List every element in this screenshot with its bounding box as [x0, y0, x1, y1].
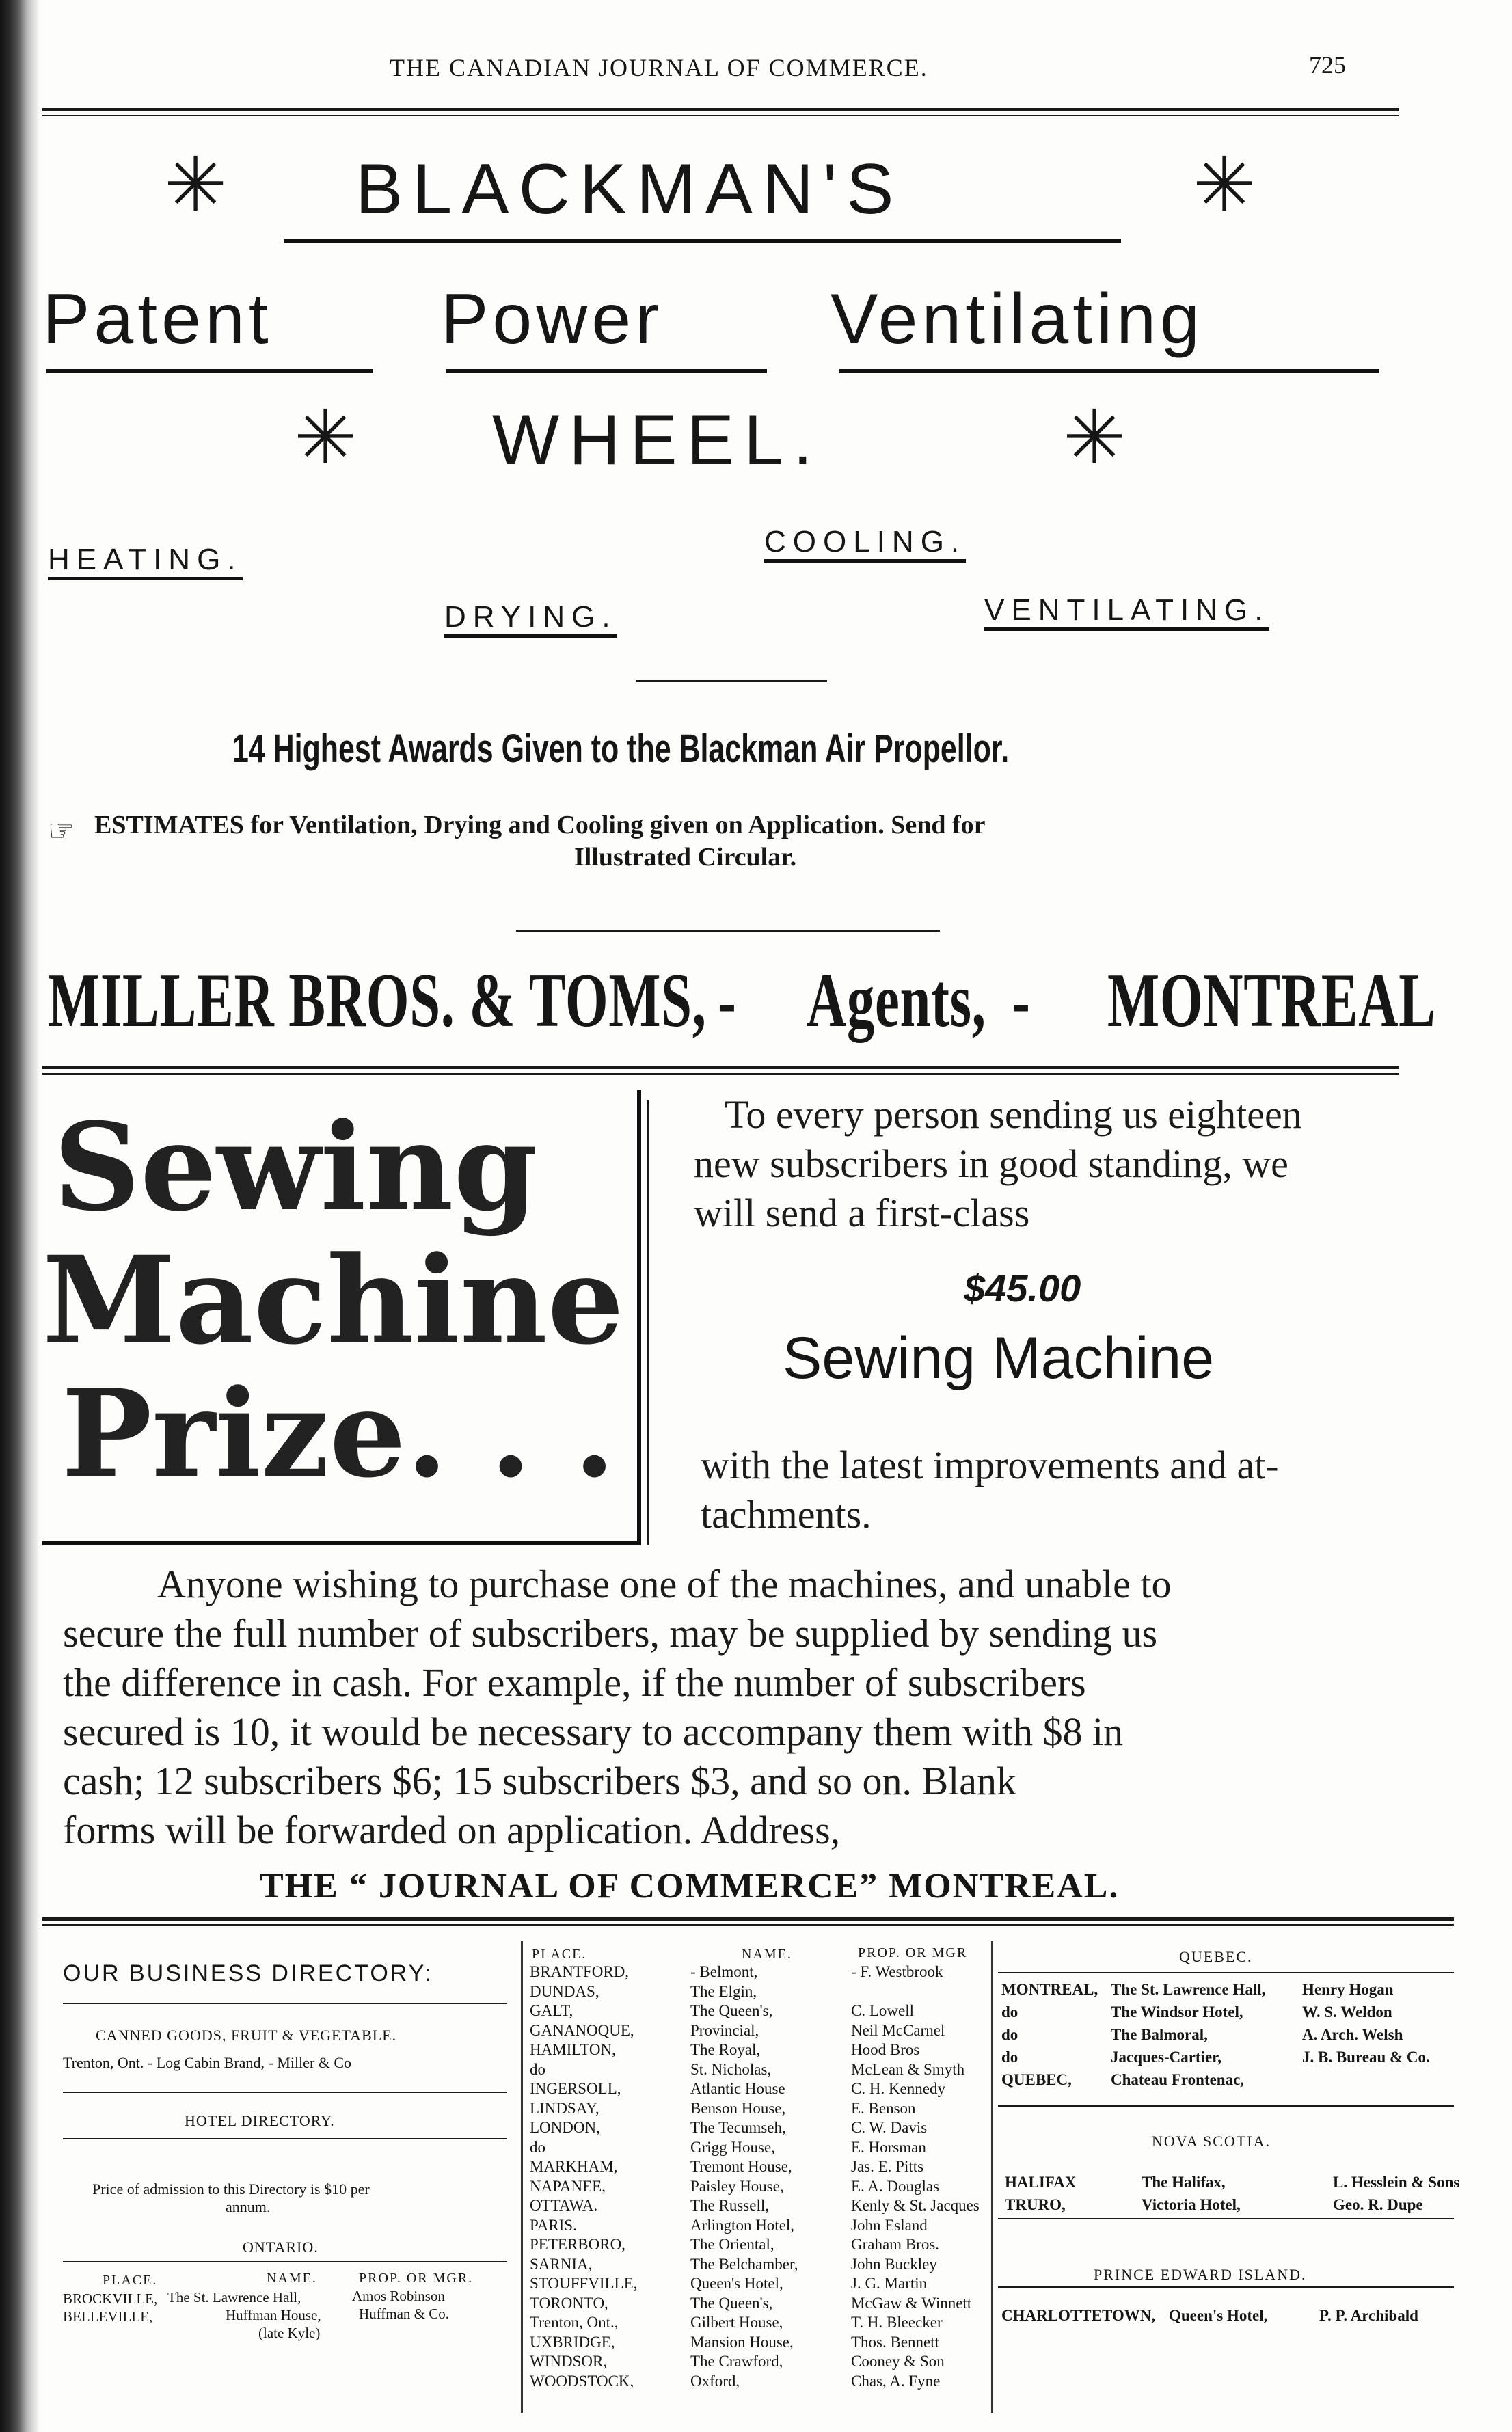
short-divider [516, 930, 940, 932]
directory-hotel: The Royal, [690, 2041, 761, 2058]
agents-role: Agents, [807, 958, 986, 1043]
directory-proprietor: Chas, A. Fyne [851, 2372, 941, 2390]
directory-proprietor: Graham Bros. [851, 2236, 940, 2253]
directory-place: LINDSAY, [530, 2099, 599, 2117]
directory-place: TORONTO, [530, 2294, 608, 2312]
directory-proprietor: C. W. Davis [851, 2119, 928, 2136]
directory-hotel: The Queen's, [690, 2002, 773, 2019]
directory-hotel: Victoria Hotel, [1142, 2196, 1241, 2213]
directory-place: MARKHAM, [530, 2158, 618, 2175]
header-rule [42, 108, 1399, 111]
directory-place: BRANTFORD, [530, 1963, 630, 1980]
directory-place: NAPANEE, [530, 2177, 606, 2195]
directory-proprietor: C. Lowell [851, 2002, 914, 2019]
ontario-place: BROCKVILLE, [63, 2291, 158, 2307]
directory-hotel: The Oriental, [690, 2236, 774, 2253]
directory-hotel: Queen's Hotel, [1169, 2307, 1268, 2324]
prize-body-line: secured is 10, it would be necessary to accompany them with $8 in [63, 1710, 1124, 1754]
directory-proprietor: Cooney & Son [851, 2353, 945, 2370]
directory-hotel: - Belmont, [690, 1963, 758, 1980]
directory-hotel: Mansion House, [690, 2333, 794, 2351]
ontario-heading: ONTARIO. [243, 2239, 319, 2256]
directory-proprietor: McLean & Smyth [851, 2060, 965, 2078]
directory-proprietor: Henry Hogan [1302, 1981, 1394, 1998]
pointing-hand-icon: ☞ [48, 814, 75, 848]
use-ventilating: VENTILATING. [984, 595, 1269, 631]
ontario-col-header: NAME. [267, 2271, 317, 2286]
canned-goods-entry: Trenton, Ont. - Log Cabin Brand, - Miller & Co [63, 2054, 352, 2071]
journal-title: THE CANADIAN JOURNAL OF COMMERCE. [390, 54, 928, 81]
ontario-proprietor: Amos Robinson [352, 2288, 445, 2304]
directory-proprietor: John Buckley [851, 2255, 937, 2273]
places-col-header: PLACE. [532, 1947, 587, 1962]
blackman-name: BLACKMAN'S [355, 150, 904, 229]
directory-hotel: Atlantic House [690, 2080, 785, 2097]
column-divider [521, 1941, 523, 2413]
directory-proprietor: E. Benson [851, 2099, 916, 2117]
prize-details: with the latest improvements and at- [701, 1443, 1279, 1487]
directory-place: PARIS. [530, 2216, 577, 2234]
asterisk-ornament: ✳ [164, 141, 228, 228]
quebec-heading: QUEBEC. [1179, 1948, 1253, 1965]
directory-hotel: Tremont House, [690, 2158, 792, 2175]
directory-place: LONDON, [530, 2119, 600, 2136]
directory-hotel: Grigg House, [690, 2138, 775, 2156]
ad-word-wheel: WHEEL. [492, 401, 822, 480]
underline-power [446, 369, 767, 373]
directory-proprietor: Neil McCarnel [851, 2021, 945, 2039]
underline-patent [46, 369, 373, 373]
directory-rule [998, 2218, 1454, 2219]
agents-firm: MILLER BROS. & TOMS, [48, 958, 707, 1043]
directory-hotel: The Halifax, [1142, 2174, 1226, 2191]
directory-rule [998, 2105, 1454, 2107]
directory-proprietor: John Esland [851, 2216, 928, 2234]
directory-proprietor: A. Arch. Welsh [1302, 2026, 1403, 2043]
directory-place: STOUFFVILLE, [530, 2275, 638, 2292]
short-divider [636, 680, 827, 682]
directory-proprietor: Kenly & St. Jacques [851, 2197, 980, 2214]
prize-body-line: the difference in cash. For example, if the number of subscribers [63, 1660, 1086, 1705]
directory-proprietor: W. S. Weldon [1302, 2003, 1392, 2021]
ad-word-power: Power [441, 280, 663, 359]
directory-proprietor: E. Horsman [851, 2138, 926, 2156]
prize-price: $45.00 [964, 1267, 1081, 1310]
directory-proprietor: - F. Westbrook [851, 1963, 943, 1980]
nova-scotia-heading: NOVA SCOTIA. [1152, 2133, 1271, 2150]
prize-body-line: Anyone wishing to purchase one of the machines, and unable to [157, 1562, 1172, 1606]
agents-dash: - [718, 958, 737, 1043]
directory-proprietor: Geo. R. Dupe [1333, 2196, 1423, 2213]
section-rule [42, 1917, 1454, 1921]
journal-address: THE “ JOURNAL OF COMMERCE” MONTREAL. [260, 1867, 1120, 1906]
directory-place: WINDSOR, [530, 2353, 608, 2370]
directory-proprietor: J. G. Martin [851, 2275, 928, 2292]
prize-intro: will send a first-class [694, 1191, 1030, 1235]
ontario-note: (late Kyle) [258, 2325, 321, 2341]
directory-place: UXBRIDGE, [530, 2333, 615, 2351]
estimates-line: Illustrated Circular. [574, 843, 797, 872]
section-rule [42, 1066, 1399, 1069]
directory-hotel: Gilbert House, [690, 2314, 783, 2331]
directory-proprietor: T. H. Bleecker [851, 2314, 943, 2331]
price-note: Price of admission to this Directory is $10 per [92, 2180, 370, 2198]
asterisk-ornament: ✳ [294, 394, 357, 481]
directory-proprietor: Jas. E. Pitts [851, 2158, 924, 2175]
awards-line: 14 Highest Awards Given to the Blackman Air Propellor. [232, 727, 1010, 771]
directory-hotel: The Tecumseh, [690, 2119, 786, 2136]
ontario-hotel: The St. Lawrence Hall, [167, 2289, 301, 2306]
directory-proprietor: J. B. Bureau & Co. [1302, 2049, 1430, 2066]
directory-proprietor: C. H. Kennedy [851, 2080, 945, 2097]
directory-hotel: St. Nicholas, [690, 2060, 772, 2078]
directory-hotel: The Crawford, [690, 2353, 783, 2370]
page-header [0, 48, 1512, 89]
ad-word-ventilating: Ventilating [831, 280, 1204, 359]
directory-rule [998, 2286, 1454, 2288]
use-heating: HEATING. [48, 544, 243, 580]
ontario-col-header: PLACE. [103, 2273, 158, 2288]
ontario-proprietor: Huffman & Co. [359, 2306, 450, 2322]
directory-place: GANANOQUE, [530, 2021, 634, 2039]
directory-place: do [530, 2138, 545, 2156]
directory-hotel: The Elgin, [690, 1982, 757, 2000]
directory-place: QUEBEC, [1001, 2071, 1072, 2088]
directory-hotel: The St. Lawrence Hall, [1111, 1981, 1266, 1998]
section-rule-thin [42, 1073, 1399, 1075]
sewing-title-line: Prize. . . [62, 1363, 616, 1504]
directory-place: Trenton, Ont., [530, 2314, 619, 2331]
use-cooling: COOLING. [764, 526, 966, 563]
sewing-title-line: Sewing [53, 1096, 538, 1238]
directory-place: do [1001, 2049, 1018, 2066]
page-number: 725 [1309, 51, 1346, 79]
prize-body-line: forms will be forwarded on application. Address, [63, 1808, 841, 1852]
directory-place: do [530, 2060, 545, 2078]
directory-place: HALIFAX [1005, 2174, 1077, 2191]
directory-place: OTTAWA. [530, 2197, 598, 2214]
directory-hotel: Queen's Hotel, [690, 2275, 783, 2292]
directory-proprietor: L. Hesslein & Sons [1333, 2174, 1460, 2191]
ontario-place: BELLEVILLE, [63, 2308, 153, 2325]
directory-hotel: Oxford, [690, 2372, 740, 2390]
directory-rule [63, 2138, 507, 2139]
directory-place: SARNIA, [530, 2255, 593, 2273]
asterisk-ornament: ✳ [1063, 394, 1126, 481]
column-divider [991, 1941, 993, 2413]
directory-place: CHARLOTTETOWN, [1001, 2307, 1156, 2324]
prize-body-line: cash; 12 subscribers $6; 15 subscribers $3, and so on. Blank [63, 1759, 1017, 1803]
directory-hotel: Chateau Frontenac, [1111, 2071, 1245, 2088]
asterisk-ornament: ✳ [1193, 141, 1256, 228]
directory-hotel: The Balmoral, [1111, 2026, 1208, 2043]
directory-proprietor: P. P. Archibald [1319, 2307, 1418, 2324]
directory-proprietor: Thos. Bennett [851, 2333, 940, 2351]
directory-place: WOODSTOCK, [530, 2372, 634, 2390]
directory-place: PETERBORO, [530, 2236, 625, 2253]
directory-place: do [1001, 2026, 1018, 2043]
sewing-title-line: Machine [42, 1230, 624, 1371]
directory-hotel: Provincial, [690, 2021, 759, 2039]
directory-proprietor: E. A. Douglas [851, 2177, 940, 2195]
directory-title: OUR BUSINESS DIRECTORY: [63, 1960, 433, 1986]
prize-body-line: secure the full number of subscribers, may be supplied by sending us [63, 1611, 1158, 1656]
prize-intro: new subscribers in good standing, we [694, 1141, 1288, 1186]
estimates-line: ESTIMATES for Ventilation, Drying and Cooling given on Application. Send for [94, 811, 986, 839]
ontario-hotel: Huffman House, [226, 2307, 321, 2323]
directory-hotel: The Windsor Hotel, [1111, 2003, 1243, 2021]
prize-details: tachments. [701, 1492, 872, 1537]
directory-place: DUNDAS, [530, 1982, 599, 2000]
header-rule-thin [42, 115, 1399, 116]
directory-rule [998, 1972, 1454, 1973]
hotel-directory-heading: HOTEL DIRECTORY. [185, 2112, 335, 2129]
directory-hotel: The Belchamber, [690, 2255, 798, 2273]
directory-rule [63, 2003, 507, 2004]
directory-hotel: The Queen's, [690, 2294, 773, 2312]
directory-hotel: Jacques-Cartier, [1111, 2049, 1222, 2066]
scan-binding-edge [0, 0, 40, 2432]
directory-place: INGERSOLL, [530, 2080, 621, 2097]
box-side-rule [647, 1100, 649, 1545]
directory-place: TRURO, [1005, 2196, 1066, 2213]
directory-place: do [1001, 2003, 1018, 2021]
directory-place: HAMILTON, [530, 2041, 616, 2058]
directory-rule [63, 2092, 507, 2093]
pei-heading: PRINCE EDWARD ISLAND. [1094, 2266, 1307, 2283]
directory-hotel: Paisley House, [690, 2177, 784, 2195]
places-col-header: PROP. OR MGR [858, 1945, 968, 1960]
section-rule-thin [42, 1924, 1454, 1926]
directory-hotel: The Russell, [690, 2197, 769, 2214]
price-note: annum. [226, 2198, 271, 2215]
use-drying: DRYING. [444, 602, 617, 638]
agents-dash: - [1012, 958, 1031, 1043]
directory-hotel: Benson House, [690, 2099, 786, 2117]
ornamental-rule [284, 239, 1121, 243]
ontario-col-header: PROP. OR MGR. [359, 2271, 474, 2286]
directory-place: MONTREAL, [1001, 1981, 1098, 1998]
directory-proprietor: McGaw & Winnett [851, 2294, 972, 2312]
underline-ventilating [839, 369, 1379, 373]
directory-proprietor: Hood Bros [851, 2041, 920, 2058]
directory-rule [63, 2261, 507, 2262]
directory-place: GALT, [530, 2002, 573, 2019]
directory-hotel: Arlington Hotel, [690, 2216, 795, 2234]
places-col-header: NAME. [742, 1947, 792, 1962]
agents-city: MONTREAL [1107, 958, 1436, 1043]
prize-intro: To every person sending us eighteen [725, 1092, 1302, 1137]
prize-name: Sewing Machine [783, 1325, 1215, 1391]
canned-goods-heading: CANNED GOODS, FRUIT & VEGETABLE. [96, 2027, 397, 2044]
ad-word-patent: Patent [42, 280, 273, 359]
